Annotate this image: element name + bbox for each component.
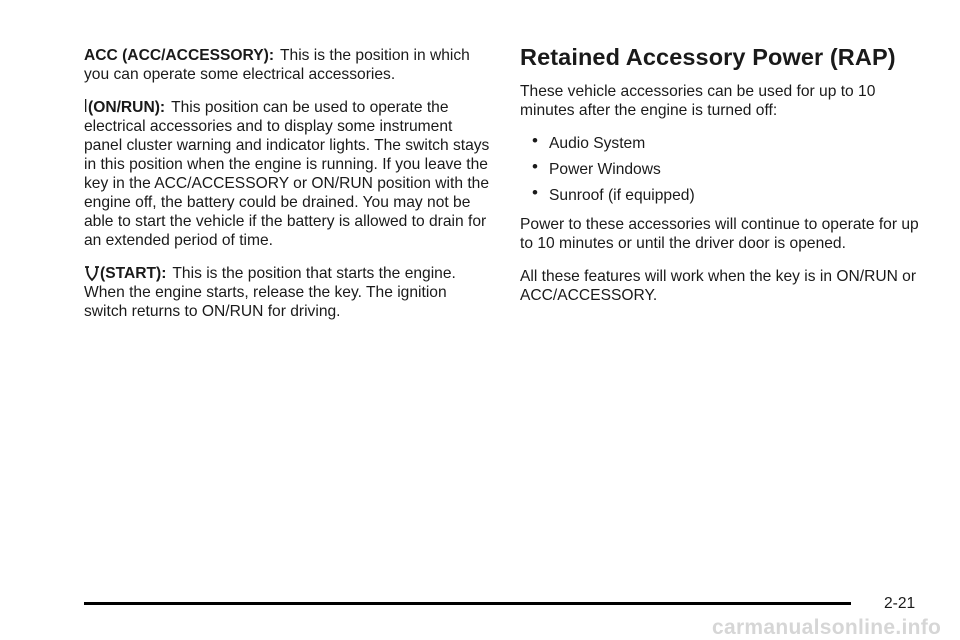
on-run-term: (ON/RUN):	[88, 99, 166, 116]
footer-rule	[84, 602, 851, 605]
rap-accessory-list	[520, 131, 920, 205]
page-number: 2-21	[884, 595, 916, 612]
rap-paragraph-2: All these features will work when the key is in ON/RUN or ACC/ACCESSORY.	[520, 268, 917, 304]
acc-paragraph	[84, 46, 492, 84]
on-run-paragraph	[84, 98, 492, 250]
acc-term: ACC (ACC/ACCESSORY):	[84, 47, 275, 64]
start-term: (START):	[100, 265, 167, 282]
bullet-icon: •	[532, 157, 538, 176]
start-key-icon	[84, 264, 100, 282]
rap-intro: These vehicle accessories can be used for up to 10 minutes after the engine is turned off:	[520, 83, 876, 119]
bullet-icon: •	[532, 131, 538, 150]
rap-heading: Retained Accessory Power (RAP)	[520, 44, 896, 70]
start-paragraph	[84, 264, 492, 321]
acc-text: This is the position in which you can operate some electrical accessories.	[84, 47, 470, 83]
bullet-icon: •	[532, 183, 538, 202]
watermark: carmanualsonline.info	[712, 616, 942, 639]
left-column	[84, 46, 492, 335]
list-item: • Power Windows	[532, 157, 661, 178]
right-column	[520, 42, 920, 319]
list-item: • Audio System	[532, 131, 646, 152]
on-run-text: This position can be used to operate the electrical accessories and to display some instrument panel cluster warning and indicator lights. The switch stays in this position when the engine is running. If you leave the key in the ACC/ACCESSORY or ON/RUN position with the engine off, the battery could be drained. You may not be able to start the vehicle if the battery is allowed to drain for an extended period of time.	[84, 99, 490, 249]
start-text: This is the position that starts the engine. When the engine starts, release the key. The ignition switch returns to ON/RUN for driving.	[84, 265, 456, 320]
list-item: • Sunroof (if equipped)	[532, 183, 695, 204]
rap-paragraph-1: Power to these accessories will continue to operate for up to 10 minutes or until the driver door is opened.	[520, 216, 919, 252]
